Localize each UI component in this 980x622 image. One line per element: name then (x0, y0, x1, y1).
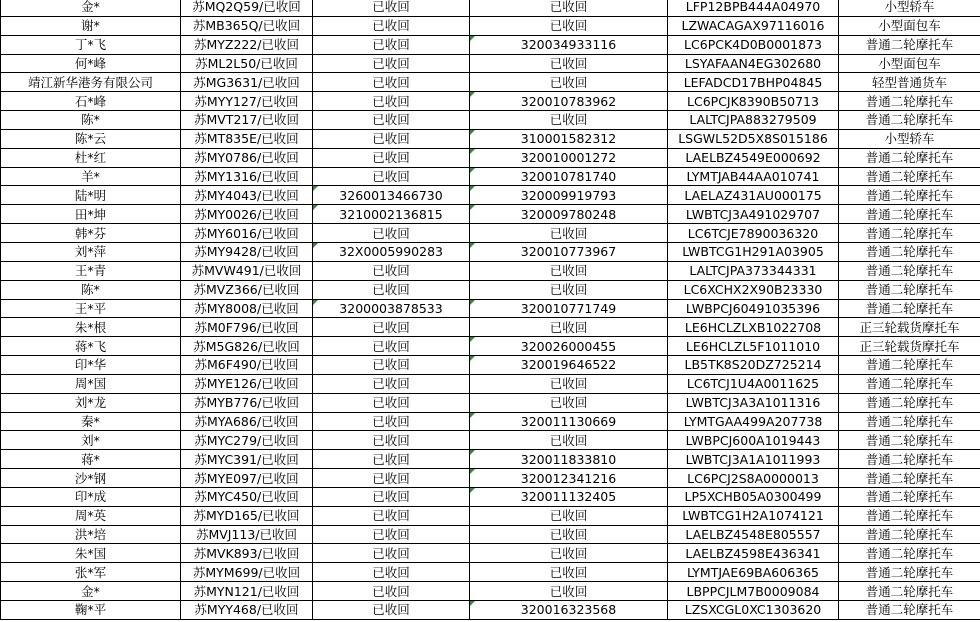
plate-cell[interactable]: 苏ML2L50/已收回 (181, 54, 313, 73)
vehicle-type-cell[interactable]: 普通二轮摩托车 (839, 544, 980, 563)
record-cell[interactable]: 已收回 (313, 129, 470, 148)
owner-name-cell[interactable]: 陈* (1, 280, 181, 299)
plate-cell[interactable]: 苏MY6016/已收回 (181, 224, 313, 243)
vin-cell[interactable]: LE6HCLZL5F1011010 (668, 337, 839, 356)
table-row (1, 167, 980, 186)
table-row (1, 393, 980, 412)
table-row (1, 337, 980, 356)
vin-cell[interactable]: LSGWL52D5X8S015186 (668, 129, 839, 148)
record-cell[interactable]: 已收回 (313, 35, 470, 54)
owner-name-cell[interactable]: 王*青 (1, 261, 181, 280)
table-row (1, 412, 980, 431)
owner-name-cell[interactable]: 秦* (1, 412, 181, 431)
table-row (1, 224, 980, 243)
doc-number-cell[interactable]: 已收回 (470, 506, 668, 525)
owner-name-cell[interactable]: 谢* (1, 16, 181, 35)
owner-name-cell[interactable]: 羊* (1, 167, 181, 186)
vin-cell[interactable]: LE6HCLZLXB1022708 (668, 318, 839, 337)
plate-cell[interactable]: 苏MYC279/已收回 (181, 431, 313, 450)
doc-number-cell[interactable]: 320011130669 (470, 412, 668, 431)
owner-name-cell[interactable]: 洪*培 (1, 525, 181, 544)
vehicle-type-cell[interactable]: 正三轮载货摩托车 (839, 337, 980, 356)
record-cell[interactable]: 已收回 (313, 601, 470, 620)
vehicle-type-cell[interactable]: 普通二轮摩托车 (839, 205, 980, 224)
vin-cell[interactable]: LZWACAGAX97116016 (668, 16, 839, 35)
plate-cell[interactable]: 苏M6F490/已收回 (181, 356, 313, 375)
owner-name-cell[interactable]: 周*国 (1, 374, 181, 393)
vehicle-type-cell[interactable]: 普通二轮摩托车 (839, 92, 980, 111)
record-cell[interactable]: 已收回 (313, 280, 470, 299)
table-row (1, 525, 980, 544)
table-row (1, 563, 980, 582)
plate-cell[interactable]: 苏MQ2Q59/已收回 (181, 0, 313, 16)
owner-name-cell[interactable]: 朱*国 (1, 544, 181, 563)
doc-number-cell[interactable]: 已收回 (470, 0, 668, 16)
vin-cell[interactable]: LWBPCJ60491035396 (668, 299, 839, 318)
record-cell[interactable]: 已收回 (313, 261, 470, 280)
doc-number-cell[interactable]: 已收回 (470, 544, 668, 563)
table-row (1, 16, 980, 35)
doc-number-cell[interactable]: 已收回 (470, 280, 668, 299)
vin-cell[interactable]: LFP12BPB444A04970 (668, 0, 839, 16)
owner-name-cell[interactable]: 丁*飞 (1, 35, 181, 54)
owner-name-cell[interactable]: 张*军 (1, 563, 181, 582)
doc-number-cell[interactable]: 已收回 (470, 111, 668, 130)
owner-name-cell[interactable]: 田*坤 (1, 205, 181, 224)
plate-cell[interactable]: 苏MYE097/已收回 (181, 469, 313, 488)
plate-cell[interactable]: 苏MVK893/已收回 (181, 544, 313, 563)
vehicle-type-cell[interactable]: 普通二轮摩托车 (839, 261, 980, 280)
doc-number-cell[interactable]: 320034933116 (470, 35, 668, 54)
owner-name-cell[interactable]: 韩*芬 (1, 224, 181, 243)
vehicle-type-cell[interactable]: 普通二轮摩托车 (839, 111, 980, 130)
plate-cell[interactable]: 苏MB365Q/已收回 (181, 16, 313, 35)
table-row (1, 506, 980, 525)
vin-cell[interactable]: LC6PCJK8390B50713 (668, 92, 839, 111)
vehicle-type-cell[interactable]: 普通二轮摩托车 (839, 242, 980, 261)
table-row (1, 601, 980, 620)
vin-cell[interactable]: LC6TCJE7890036320 (668, 224, 839, 243)
vin-cell[interactable]: LSYAFAAN4EG302680 (668, 54, 839, 73)
plate-cell[interactable]: 苏MY4043/已收回 (181, 186, 313, 205)
vehicle-type-cell[interactable]: 普通二轮摩托车 (839, 450, 980, 469)
vehicle-type-cell[interactable]: 普通二轮摩托车 (839, 431, 980, 450)
record-cell[interactable]: 已收回 (313, 393, 470, 412)
record-cell[interactable]: 已收回 (313, 582, 470, 601)
record-cell[interactable]: 已收回 (313, 450, 470, 469)
plate-cell[interactable]: 苏MYN121/已收回 (181, 582, 313, 601)
vin-cell[interactable]: LC6PCK4D0B0001873 (668, 35, 839, 54)
record-cell[interactable]: 已收回 (313, 16, 470, 35)
plate-cell[interactable]: 苏MY0786/已收回 (181, 148, 313, 167)
plate-cell[interactable]: 苏MYM699/已收回 (181, 563, 313, 582)
plate-cell[interactable]: 苏MYA686/已收回 (181, 412, 313, 431)
table-row (1, 469, 980, 488)
record-cell[interactable]: 已收回 (313, 318, 470, 337)
doc-number-cell[interactable]: 310001582312 (470, 129, 668, 148)
vin-cell[interactable]: LYMTJAB44AA010741 (668, 167, 839, 186)
table-row (1, 450, 980, 469)
table-row (1, 129, 980, 148)
vin-cell[interactable]: LC6XCHX2X90B23330 (668, 280, 839, 299)
plate-cell[interactable]: 苏MYC391/已收回 (181, 450, 313, 469)
record-cell[interactable]: 已收回 (313, 431, 470, 450)
plate-cell[interactable]: 苏MG3631/已收回 (181, 73, 313, 92)
vehicle-type-cell[interactable]: 普通二轮摩托车 (839, 356, 980, 375)
vin-cell[interactable]: LALTCJPA373344331 (668, 261, 839, 280)
plate-cell[interactable]: 苏MVZ366/已收回 (181, 280, 313, 299)
table-row (1, 73, 980, 92)
doc-number-cell[interactable]: 320010781740 (470, 167, 668, 186)
table-row (1, 299, 980, 318)
owner-name-cell[interactable]: 鞠*平 (1, 601, 181, 620)
vehicle-type-cell[interactable]: 小型轿车 (839, 129, 980, 148)
vehicle-type-cell[interactable]: 普通二轮摩托车 (839, 582, 980, 601)
owner-name-cell[interactable]: 朱*根 (1, 318, 181, 337)
vehicle-type-cell[interactable]: 普通二轮摩托车 (839, 35, 980, 54)
vin-cell[interactable]: LYMTGAA499A207738 (668, 412, 839, 431)
owner-name-cell[interactable]: 何*峰 (1, 54, 181, 73)
doc-number-cell[interactable]: 已收回 (470, 318, 668, 337)
table-row (1, 261, 980, 280)
table-row (1, 205, 980, 224)
table-row (1, 374, 980, 393)
record-cell[interactable]: 已收回 (313, 544, 470, 563)
table-row (1, 280, 980, 299)
plate-cell[interactable]: 苏MY8008/已收回 (181, 299, 313, 318)
doc-number-cell[interactable]: 已收回 (470, 73, 668, 92)
doc-number-cell[interactable]: 已收回 (470, 393, 668, 412)
record-cell[interactable]: 已收回 (313, 506, 470, 525)
owner-name-cell[interactable]: 杜*红 (1, 148, 181, 167)
vehicle-type-cell[interactable]: 小型面包车 (839, 16, 980, 35)
owner-name-cell[interactable]: 陈*云 (1, 129, 181, 148)
owner-name-cell[interactable]: 石*峰 (1, 92, 181, 111)
owner-name-cell[interactable]: 沙*钢 (1, 469, 181, 488)
table-row (1, 431, 980, 450)
record-cell[interactable]: 已收回 (313, 525, 470, 544)
table-row (1, 54, 980, 73)
vehicle-type-cell[interactable]: 小型轿车 (839, 0, 980, 16)
vin-cell[interactable]: LYMTJAE69BA606365 (668, 563, 839, 582)
record-cell[interactable]: 已收回 (313, 167, 470, 186)
vehicle-type-cell[interactable]: 普通二轮摩托车 (839, 299, 980, 318)
record-cell[interactable]: 32X0005990283 (313, 242, 470, 261)
plate-cell[interactable]: 苏MYY468/已收回 (181, 601, 313, 620)
doc-number-cell[interactable]: 320011833810 (470, 450, 668, 469)
doc-number-cell[interactable]: 已收回 (470, 582, 668, 601)
doc-number-cell[interactable]: 320012341216 (470, 469, 668, 488)
doc-number-cell[interactable]: 已收回 (470, 54, 668, 73)
record-cell[interactable]: 已收回 (313, 469, 470, 488)
doc-number-cell[interactable]: 320016323568 (470, 601, 668, 620)
vehicle-type-cell[interactable]: 普通二轮摩托车 (839, 224, 980, 243)
owner-name-cell[interactable]: 蒋*飞 (1, 337, 181, 356)
plate-cell[interactable]: 苏M5G826/已收回 (181, 337, 313, 356)
record-cell[interactable]: 已收回 (313, 563, 470, 582)
plate-cell[interactable]: 苏MYZ222/已收回 (181, 35, 313, 54)
owner-name-cell[interactable]: 刘*萍 (1, 242, 181, 261)
vin-cell[interactable]: LALTCJPA883279509 (668, 111, 839, 130)
plate-cell[interactable]: 苏MVT217/已收回 (181, 111, 313, 130)
doc-number-cell[interactable]: 320010771749 (470, 299, 668, 318)
plate-cell[interactable]: 苏MYD165/已收回 (181, 506, 313, 525)
vin-cell[interactable]: LP5XCHB05A0300499 (668, 487, 839, 506)
plate-cell[interactable]: 苏MYC450/已收回 (181, 487, 313, 506)
doc-number-cell[interactable]: 已收回 (470, 261, 668, 280)
vin-cell[interactable]: LAELAZ431AU000175 (668, 186, 839, 205)
vin-cell[interactable]: LC6PCJ2S8A0000013 (668, 469, 839, 488)
vehicle-type-cell[interactable]: 轻型普通货车 (839, 73, 980, 92)
doc-number-cell[interactable]: 已收回 (470, 525, 668, 544)
vin-cell[interactable]: LC6TCJ1U4A0011625 (668, 374, 839, 393)
record-cell[interactable]: 已收回 (313, 0, 470, 16)
vin-cell[interactable]: LWBTCJ3A1A1011993 (668, 450, 839, 469)
vin-cell[interactable]: LAELBZ4598E436341 (668, 544, 839, 563)
table-row (1, 111, 980, 130)
vehicle-type-cell[interactable]: 普通二轮摩托车 (839, 601, 980, 620)
table-row (1, 582, 980, 601)
owner-name-cell[interactable]: 陆*明 (1, 186, 181, 205)
doc-number-cell[interactable]: 320011132405 (470, 487, 668, 506)
vehicle-type-cell[interactable]: 小型面包车 (839, 54, 980, 73)
plate-cell[interactable]: 苏M0F796/已收回 (181, 318, 313, 337)
table-row (1, 487, 980, 506)
record-cell[interactable]: 3260013466730 (313, 186, 470, 205)
vehicle-type-cell[interactable]: 正三轮载货摩托车 (839, 318, 980, 337)
doc-number-cell[interactable]: 已收回 (470, 431, 668, 450)
record-cell[interactable]: 已收回 (313, 374, 470, 393)
plate-cell[interactable]: 苏MVJ113/已收回 (181, 525, 313, 544)
doc-number-cell[interactable]: 320026000455 (470, 337, 668, 356)
doc-number-cell[interactable]: 320009919793 (470, 186, 668, 205)
plate-cell[interactable]: 苏MY0026/已收回 (181, 205, 313, 224)
vin-cell[interactable]: LAELBZ4548E805557 (668, 525, 839, 544)
vin-cell[interactable]: LZSXCGL0XC1303620 (668, 601, 839, 620)
record-cell[interactable]: 已收回 (313, 148, 470, 167)
vehicle-type-cell[interactable]: 普通二轮摩托车 (839, 506, 980, 525)
table-row (1, 318, 980, 337)
vehicle-type-cell[interactable]: 普通二轮摩托车 (839, 374, 980, 393)
vehicle-type-cell[interactable]: 普通二轮摩托车 (839, 167, 980, 186)
vin-cell[interactable]: LBPPCJLM7B0009084 (668, 582, 839, 601)
owner-name-cell[interactable]: 金* (1, 0, 181, 16)
plate-cell[interactable]: 苏MYY127/已收回 (181, 92, 313, 111)
vehicle-type-cell[interactable]: 普通二轮摩托车 (839, 563, 980, 582)
plate-cell[interactable]: 苏MVW491/已收回 (181, 261, 313, 280)
record-cell[interactable]: 已收回 (313, 487, 470, 506)
vehicle-type-cell[interactable]: 普通二轮摩托车 (839, 393, 980, 412)
plate-cell[interactable]: 苏MT835E/已收回 (181, 129, 313, 148)
vehicle-type-cell[interactable]: 普通二轮摩托车 (839, 487, 980, 506)
owner-name-cell[interactable]: 印*华 (1, 356, 181, 375)
record-cell[interactable]: 已收回 (313, 73, 470, 92)
doc-number-cell[interactable]: 320010001272 (470, 148, 668, 167)
vehicle-table-body (1, 0, 980, 619)
plate-cell[interactable]: 苏MYB776/已收回 (181, 393, 313, 412)
plate-cell[interactable]: 苏MY9428/已收回 (181, 242, 313, 261)
record-cell[interactable]: 已收回 (313, 356, 470, 375)
doc-number-cell[interactable]: 320010773967 (470, 242, 668, 261)
record-cell[interactable]: 已收回 (313, 412, 470, 431)
doc-number-cell[interactable]: 320009780248 (470, 205, 668, 224)
owner-name-cell[interactable]: 靖江新华港务有限公司 (1, 73, 181, 92)
vehicle-type-cell[interactable]: 普通二轮摩托车 (839, 186, 980, 205)
owner-name-cell[interactable]: 印*成 (1, 487, 181, 506)
owner-name-cell[interactable]: 周*英 (1, 506, 181, 525)
vehicle-type-cell[interactable]: 普通二轮摩托车 (839, 525, 980, 544)
owner-name-cell[interactable]: 陈* (1, 111, 181, 130)
vehicle-type-cell[interactable]: 普通二轮摩托车 (839, 412, 980, 431)
table-row (1, 35, 980, 54)
vin-cell[interactable]: LWBTCJ3A3A1011316 (668, 393, 839, 412)
table-row (1, 92, 980, 111)
vin-cell[interactable]: LEFADCD17BHP04845 (668, 73, 839, 92)
table-row (1, 356, 980, 375)
owner-name-cell[interactable]: 蒋* (1, 450, 181, 469)
table-row (1, 148, 980, 167)
vin-cell[interactable]: LWBPCJ600A1019443 (668, 431, 839, 450)
doc-number-cell[interactable]: 320019646522 (470, 356, 668, 375)
vin-cell[interactable]: LWBTCJ3A491029707 (668, 205, 839, 224)
record-cell[interactable]: 已收回 (313, 224, 470, 243)
vehicle-type-cell[interactable]: 普通二轮摩托车 (839, 280, 980, 299)
record-cell[interactable]: 已收回 (313, 92, 470, 111)
vin-cell[interactable]: LWBTCG1H2A1074121 (668, 506, 839, 525)
owner-name-cell[interactable]: 刘*龙 (1, 393, 181, 412)
plate-cell[interactable]: 苏MY1316/已收回 (181, 167, 313, 186)
vin-cell[interactable]: LWBTCG1H291A03905 (668, 242, 839, 261)
owner-name-cell[interactable]: 王*平 (1, 299, 181, 318)
doc-number-cell[interactable]: 已收回 (470, 374, 668, 393)
table-row (1, 544, 980, 563)
doc-number-cell[interactable]: 已收回 (470, 16, 668, 35)
plate-cell[interactable]: 苏MYE126/已收回 (181, 374, 313, 393)
vehicle-type-cell[interactable]: 普通二轮摩托车 (839, 148, 980, 167)
record-cell[interactable]: 已收回 (313, 337, 470, 356)
vin-cell[interactable]: LB5TK8S20DZ725214 (668, 356, 839, 375)
doc-number-cell[interactable]: 已收回 (470, 224, 668, 243)
table-row (1, 242, 980, 261)
owner-name-cell[interactable]: 刘* (1, 431, 181, 450)
doc-number-cell[interactable]: 320010783962 (470, 92, 668, 111)
vin-cell[interactable]: LAELBZ4549E000692 (668, 148, 839, 167)
record-cell[interactable]: 已收回 (313, 54, 470, 73)
owner-name-cell[interactable]: 金* (1, 582, 181, 601)
table-row (1, 0, 980, 16)
record-cell[interactable]: 3200003878533 (313, 299, 470, 318)
doc-number-cell[interactable]: 已收回 (470, 563, 668, 582)
vehicle-type-cell[interactable]: 普通二轮摩托车 (839, 469, 980, 488)
record-cell[interactable]: 已收回 (313, 111, 470, 130)
table-row (1, 186, 980, 205)
record-cell[interactable]: 3210002136815 (313, 205, 470, 224)
